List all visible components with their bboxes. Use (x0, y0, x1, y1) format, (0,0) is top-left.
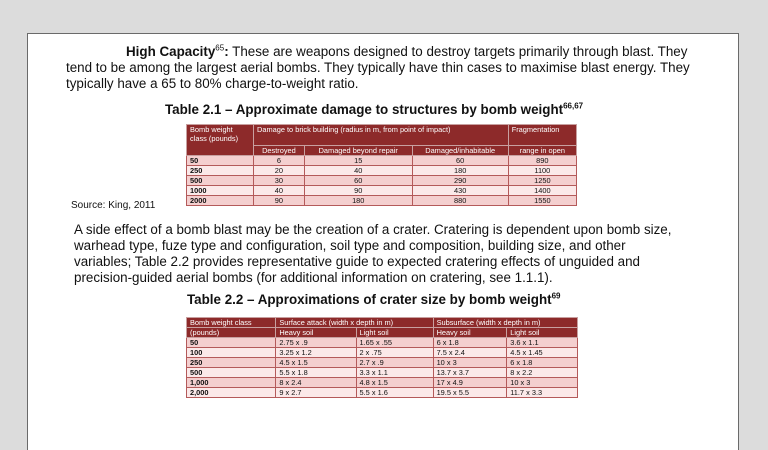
table-cell: 100 (187, 348, 276, 358)
table-row (187, 176, 577, 186)
table-cell: 60 (304, 176, 412, 186)
table-cell: 1550 (508, 196, 576, 206)
footnote-ref[interactable]: 66,67 (563, 101, 584, 111)
table-cell: 60 (412, 156, 508, 166)
table-cell: 13.7 x 3.7 (433, 368, 507, 378)
table-cell: 50 (187, 338, 276, 348)
column-header-damaged-beyond-repair: Damaged beyond repair (304, 146, 412, 156)
table-cell: 5.5 x 1.6 (356, 388, 433, 398)
table-cell: 2.7 x .9 (356, 358, 433, 368)
high-capacity-text: These are weapons designed to destroy targets primarily through blast. They tend to be among the largest aerial bombs. They typically have thin cases to maximise blast energy. They typically have a 65 to 80% charge-to-weight ratio. (66, 44, 690, 91)
damage-table (186, 124, 577, 206)
table-cell: 10 x 3 (433, 358, 507, 368)
table-cell: 2,000 (187, 388, 276, 398)
table-cell: 90 (304, 186, 412, 196)
high-capacity-term: High Capacity (126, 44, 216, 59)
table-cell: 3.6 x 1.1 (507, 338, 578, 348)
table-cell: 430 (412, 186, 508, 196)
table-cell: 6 x 1.8 (433, 338, 507, 348)
table-cell: 5.5 x 1.8 (276, 368, 356, 378)
table-row (187, 186, 577, 196)
table-cell: 6 x 1.8 (507, 358, 578, 368)
document-page (27, 33, 739, 450)
cratering-paragraph: A side effect of a bomb blast may be the creation of a crater. Cratering is dependent upon bomb size, warhead type, fuze type and configuration, soil type and composition, building size, and other variables; Table 2.2 provides representative guide to expected cratering effects of unguided and precision-guided aerial bombs (for additional information on cratering, see 1.1.1). (74, 222, 672, 285)
table-cell: 1100 (508, 166, 576, 176)
table-cell: 11.7 x 3.3 (507, 388, 578, 398)
table-row (187, 338, 578, 348)
footnote-ref[interactable]: 69 (551, 291, 561, 301)
table-cell: 4.8 x 1.5 (356, 378, 433, 388)
table-cell: 8 x 2.2 (507, 368, 578, 378)
table-cell: 880 (412, 196, 508, 206)
table-cell: 500 (187, 368, 276, 378)
column-header-surface-attack: Surface attack (width x depth in m) (276, 318, 433, 328)
table-cell: 890 (508, 156, 576, 166)
table-cell: 40 (254, 186, 305, 196)
table-cell: 2.75 x .9 (276, 338, 356, 348)
table-source: Source: King, 2011 (71, 200, 156, 211)
table-cell: 1.65 x .55 (356, 338, 433, 348)
caption-text: Table 2.1 – Approximate damage to structures by bomb weight (165, 102, 564, 117)
table-2-1-caption (165, 102, 583, 117)
table-cell: 3.25 x 1.2 (276, 348, 356, 358)
table-cell: 250 (187, 166, 254, 176)
table-cell: 4.5 x 1.5 (276, 358, 356, 368)
column-header-bomb-weight: Bomb weight class (187, 318, 276, 328)
table-cell: 8 x 2.4 (276, 378, 356, 388)
table-row (187, 348, 578, 358)
column-header-damage-group: Damage to brick building (radius in m, from point of impact) (254, 125, 509, 146)
table-row (187, 166, 577, 176)
column-header-pounds: (pounds) (187, 328, 276, 338)
column-header-surface-light-soil: Light soil (356, 328, 433, 338)
table-cell: 2 x .75 (356, 348, 433, 358)
table-row (187, 388, 578, 398)
table-cell: 180 (412, 166, 508, 176)
table-row (187, 196, 577, 206)
footnote-ref[interactable]: 65 (215, 43, 225, 53)
table-cell: 1,000 (187, 378, 276, 388)
table-cell: 17 x 4.9 (433, 378, 507, 388)
table-cell: 3.3 x 1.1 (356, 368, 433, 378)
column-header-subsurface: Subsurface (width x depth in m) (433, 318, 577, 328)
table-cell: 1400 (508, 186, 576, 196)
table-cell: 90 (254, 196, 305, 206)
table-cell: 9 x 2.7 (276, 388, 356, 398)
table-cell: 30 (254, 176, 305, 186)
table-cell: 290 (412, 176, 508, 186)
table-cell: 7.5 x 2.4 (433, 348, 507, 358)
table-cell: 500 (187, 176, 254, 186)
column-header-subsurface-heavy-soil: Heavy soil (433, 328, 507, 338)
table-cell: 6 (254, 156, 305, 166)
table-cell: 2000 (187, 196, 254, 206)
table-row (187, 358, 578, 368)
table-cell: 1250 (508, 176, 576, 186)
table-row (187, 368, 578, 378)
column-header-damaged-inhabitable: Damaged/inhabitable (412, 146, 508, 156)
table-cell: 15 (304, 156, 412, 166)
table-cell: 1000 (187, 186, 254, 196)
column-header-subsurface-light-soil: Light soil (507, 328, 578, 338)
table-row (187, 378, 578, 388)
table-row (187, 156, 577, 166)
caption-text: Table 2.2 – Approximations of crater size by bomb weight (187, 292, 552, 307)
table-cell: 10 x 3 (507, 378, 578, 388)
column-header-fragmentation: Fragmentation (508, 125, 576, 146)
crater-table (186, 317, 578, 398)
table-cell: 40 (304, 166, 412, 176)
table-cell: 250 (187, 358, 276, 368)
table-cell: 19.5 x 5.5 (433, 388, 507, 398)
colon: : (224, 44, 229, 59)
column-header-range-in-open: range in open (508, 146, 576, 156)
table-2-2-caption (187, 292, 561, 307)
table-cell: 180 (304, 196, 412, 206)
column-header-bomb-weight: Bomb weight class (pounds) (187, 125, 254, 156)
column-header-destroyed: Destroyed (254, 146, 305, 156)
high-capacity-paragraph (66, 44, 711, 92)
table-cell: 50 (187, 156, 254, 166)
table-cell: 20 (254, 166, 305, 176)
table-cell: 4.5 x 1.45 (507, 348, 578, 358)
column-header-surface-heavy-soil: Heavy soil (276, 328, 356, 338)
